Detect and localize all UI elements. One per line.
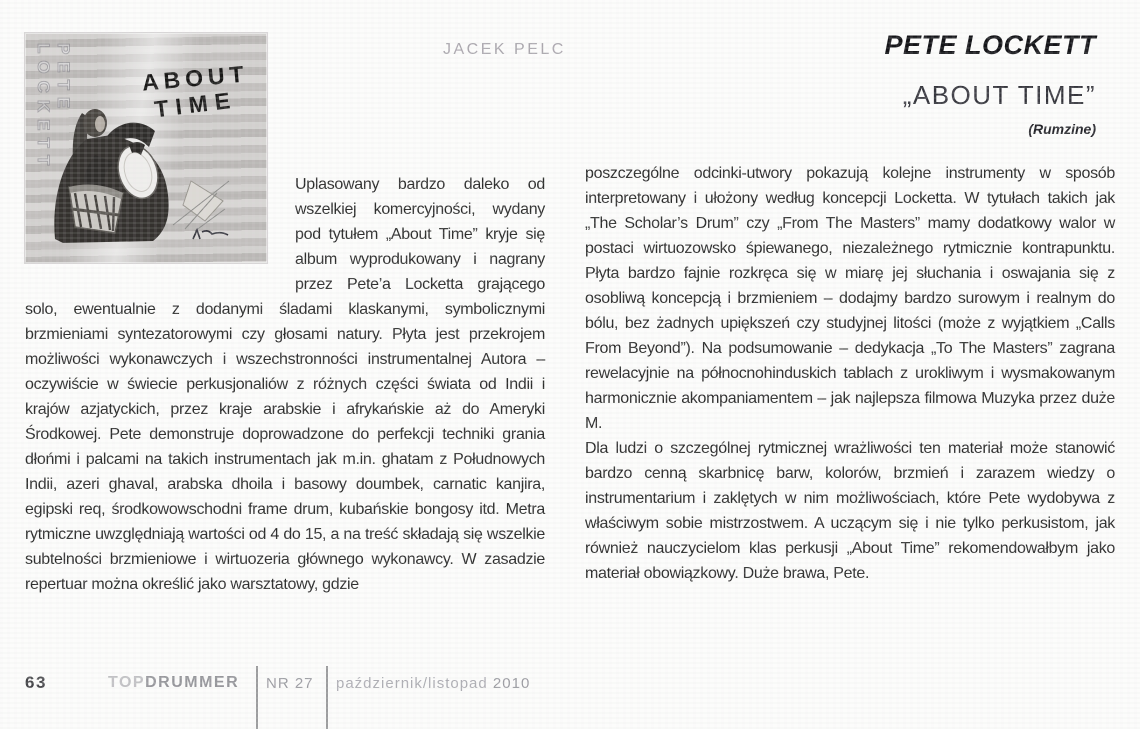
- review-paragraph-left: Uplasowany bardzo daleko od wszelkiej komercyjności, wydany pod tytułem „About Time” kryje się album wyprodukowany i nagrany przez Pete’a Locketta grającego solo, ewentualnie z dodanymi śladami klaskanymi, symbolicznymi brzmieniami syntezatorowymi czy głosami natury. Płyta jest przekrojem możliwości wykonawczych i wszechstronności instrumentalnej Autora – oczywiście w świecie perkusjonaliów z różnych części świata od Indii i krajów azjatyckich, przez kraje arabskie i afrykańskie aż do Ameryki Środkowej. Pete demonstruje doprowadzone do perfekcji techniki grania dłońmi i palcami na takich instrumentach jak m.in. ghatam z Połudnowych Indii, azeri ghaval, arabska dhoila i basowy doumbek, carnatic kanjira, egipski req, środkowowschodni frame drum, kubańskie bongosy itd. Metra rytmiczne uwzględniają wartości od 4 do 15, a na treść składają się wszelkie subtelności brzmieniowe i wirtuozeria głównego wykonawcy. W zasadzie repertuar można określić jako warsztatowy, gdzie: [25, 176, 545, 593]
- footer-divider-2: [326, 666, 328, 729]
- artist-name: PETE LOCKETT: [884, 30, 1096, 60]
- cover-wrap-spacer: [25, 172, 295, 287]
- album-title: „ABOUT TIME”: [902, 80, 1096, 110]
- issue-date-year: 2010: [487, 675, 531, 692]
- review-column-right: [585, 161, 1115, 586]
- review-column-left: [25, 172, 545, 597]
- magazine-name: [108, 674, 239, 692]
- record-label: (Rumzine): [1028, 121, 1096, 137]
- magazine-name-top: TOP: [108, 674, 146, 691]
- footer-divider-1: [256, 666, 258, 729]
- review-header: [884, 30, 1096, 137]
- magazine-name-drummer: DRUMMER: [145, 674, 240, 691]
- review-paragraph-right-2: Dla ludzi o szczególnej rytmicznej wrażliwości ten materiał może stanowić bardzo cenną skarbnicę barw, kolorów, brzmień i zarazem wiedzy o instrumentarium i zaklętych w nim możliwościach, które Pete wydobywa z właściwym sobie mistrzostwem. A uczącym się i nie tylko perkusistom, jak również nauczycielom klas perkusji „About Time” rekomendowałbym jako materiał obowiązkowy. Duże brawa, Pete.: [585, 440, 1115, 582]
- byline-author: JACEK PELC: [443, 41, 566, 58]
- issue-date: [336, 675, 530, 692]
- issue-number: NR 27: [266, 675, 314, 692]
- cover-side-text: PETE LOCKETT: [34, 43, 73, 173]
- cover-title-line2: TIME: [152, 86, 239, 123]
- page-number: 63: [25, 673, 47, 692]
- review-paragraph-right-1: poszczególne odcinki-utwory pokazują kolejne instrumenty w sposób interpretowany i ułożony według koncepcji Locketta. W tytułach takich jak „The Scholar’s Drum” czy „From The Masters” mamy dodatkowy walor w postaci wirtuozowsko śpiewanego, niezależnego rytmicznie kontrapunktu. Płyta bardzo fajnie rozkręca się w miarę jej słuchania i oswajania się z osobliwą koncepcją i brzmieniem – dodajmy bardzo surowym i realnym do bólu, bez żadnych upiększeń czy studyjnej litości (może z wyjątkiem „Calls From Beyond”). Na podsumowanie – dedykacja „To The Masters” zagrana rewelacyjnie na północnohinduskich tablach z urokliwym i wysmakowanym harmonicznie akompaniamentem – jak najlepsza filmowa Muzyka przez duże M.: [585, 165, 1115, 432]
- issue-date-months: październik/listopad: [336, 675, 488, 692]
- cover-title: [141, 60, 252, 121]
- cover-title-line1: ABOUT: [140, 60, 250, 96]
